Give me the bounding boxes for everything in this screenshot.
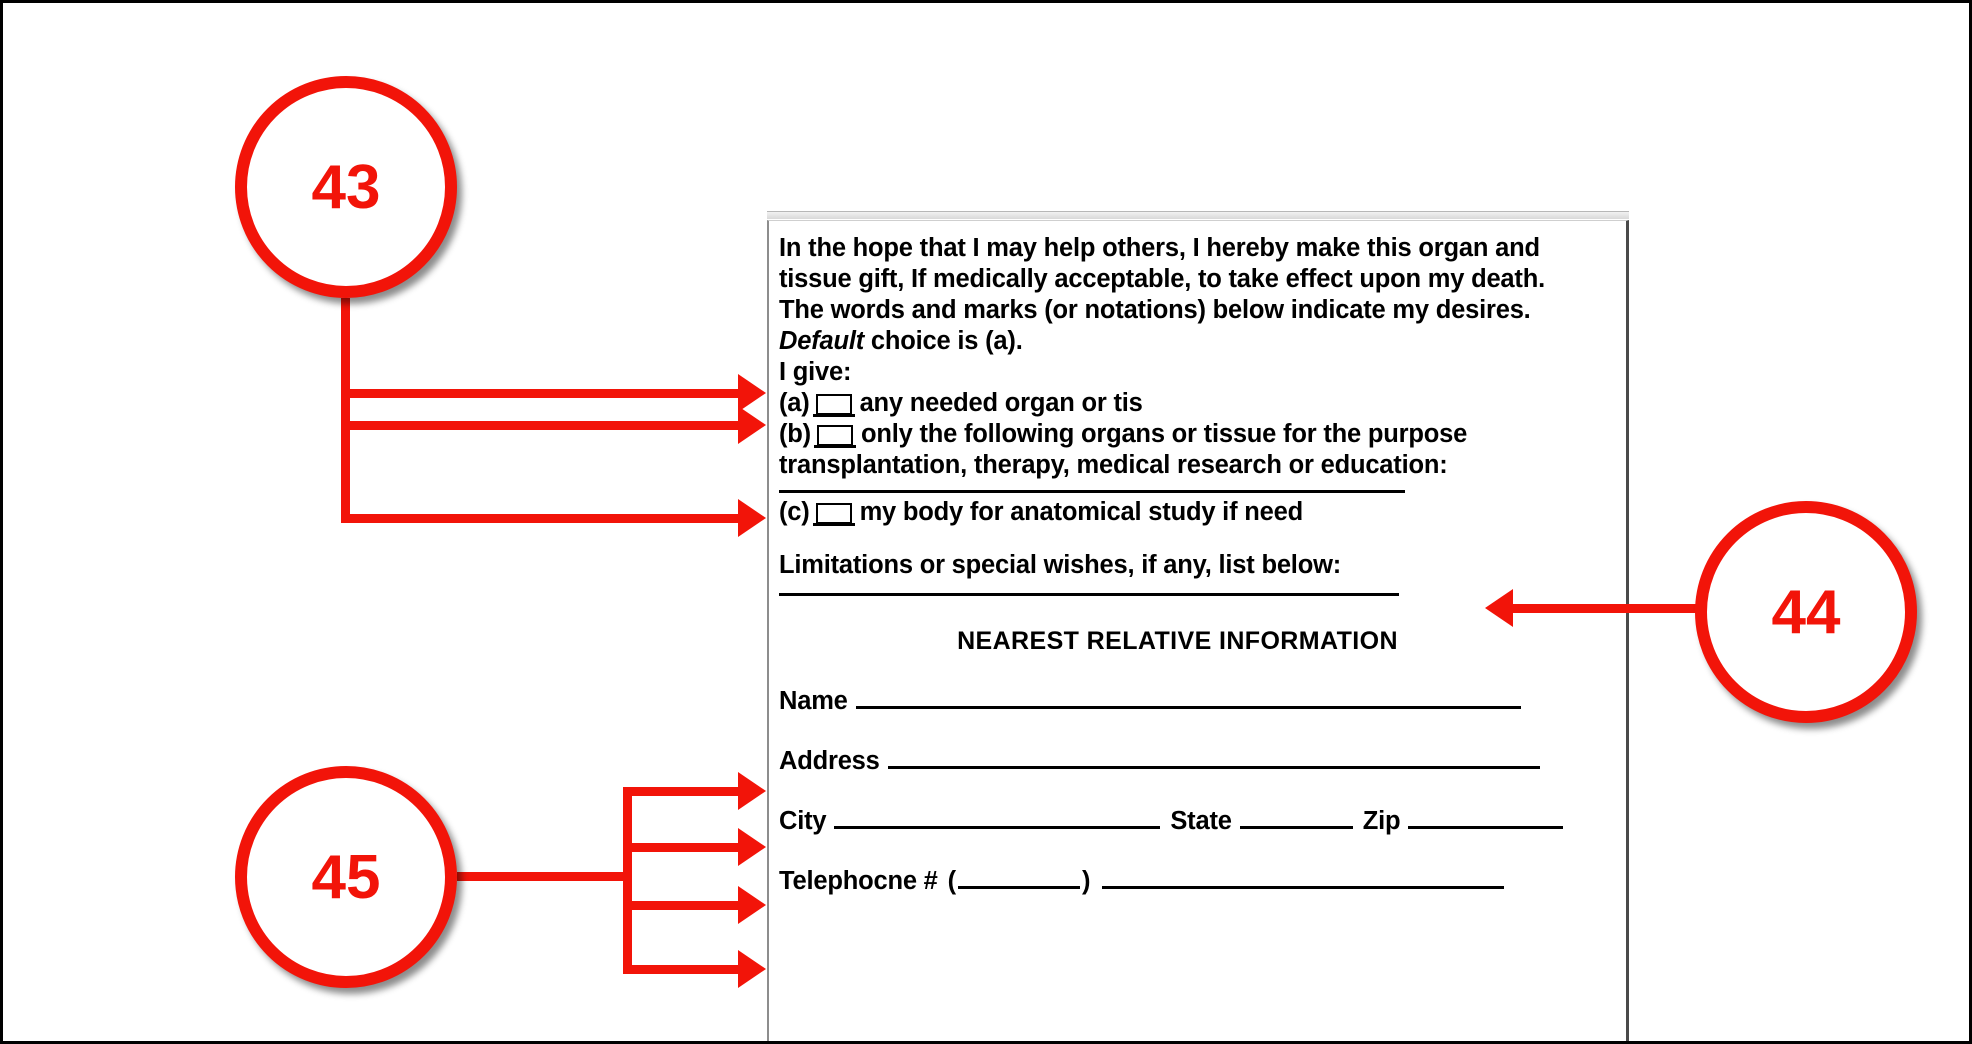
intro-line-1: In the hope that I may help others, I hereby make this organ and [779,234,1540,262]
city-input-line[interactable] [834,806,1160,829]
zip-input-line[interactable] [1408,806,1563,829]
option-c-text: my body for anatomical study if need [859,498,1303,526]
connector-44-line [1513,604,1703,613]
callout-marker-44[interactable] [1695,501,1917,723]
field-row-telephone [779,866,1614,897]
limitations-label: Limitations or special wishes, if any, list below: [779,551,1341,579]
arrowhead-45-telephone [738,950,766,988]
option-b-letter: (b) [779,420,811,448]
option-a-text: any needed organ or tis [859,389,1143,417]
connector-45-branch-name [623,787,745,796]
callout-44-label: 44 [1771,577,1841,647]
arrowhead-45-address [738,828,766,866]
telephone-paren-open: ( [947,867,956,895]
document-panel [767,211,1629,1044]
connector-45-bus [623,787,632,974]
zip-label: Zip [1362,807,1401,835]
document-frame [767,220,1629,1044]
field-row-name [779,686,1614,717]
checkbox-option-b[interactable] [817,425,853,448]
default-choice-line [779,326,1614,357]
arrowhead-44-limitations [1485,589,1513,627]
field-row-address [779,746,1614,777]
connector-45-branch-city [623,901,745,910]
connector-43-branch-c [341,514,745,523]
connector-45-stem [457,872,623,881]
connector-43-branch-a [341,389,745,398]
option-b-continuation: transplantation, therapy, medical research or education: [779,451,1448,479]
city-label: City [779,807,827,835]
default-choice-rest: choice is (a). [864,327,1023,355]
connector-45-branch-address [623,843,745,852]
telephone-areacode-line[interactable] [958,866,1080,889]
arrowhead-45-name [738,772,766,810]
option-c-letter: (c) [779,498,810,526]
arrowhead-43-option-b [738,406,766,444]
connector-43-trunk [341,298,350,523]
telephone-label: Telephocne # [779,867,938,895]
arrowhead-45-city [738,886,766,924]
option-row-b [779,419,1614,450]
section-title-nearest-relative: NEAREST RELATIVE INFORMATION [957,627,1398,655]
state-label: State [1170,807,1232,835]
organ-donor-form [779,233,1614,1044]
i-give-label: I give: [779,358,852,386]
field-row-city-state-zip [779,806,1614,837]
callout-marker-43[interactable] [235,76,457,298]
name-input-line[interactable] [856,686,1521,709]
connector-43-branch-b [341,421,745,430]
name-label: Name [779,687,848,715]
callout-marker-45[interactable] [235,766,457,988]
callout-43-label: 43 [311,152,381,222]
address-input-line[interactable] [888,746,1540,769]
intro-line-3: The words and marks (or notations) below indicate my desires. [779,296,1531,324]
telephone-paren-close: ) [1081,867,1091,895]
option-row-a [779,388,1614,419]
option-row-c [779,497,1614,528]
checkbox-option-a[interactable] [816,394,852,417]
spacer-after-options [779,528,1614,550]
organ-list-writeline[interactable] [779,490,1405,493]
telephone-number-line[interactable] [1102,866,1504,889]
callout-45-label: 45 [311,842,381,912]
intro-line-2: tissue gift, If medically acceptable, to take effect upon my death. [779,265,1545,293]
default-word: Default [779,327,865,355]
arrowhead-43-option-c [738,499,766,537]
connector-45-branch-telephone [623,965,745,974]
document-titlebar [767,211,1629,220]
limitations-writeline[interactable] [779,593,1399,596]
checkbox-option-c[interactable] [816,503,852,526]
address-label: Address [779,747,880,775]
option-a-letter: (a) [779,389,810,417]
state-input-line[interactable] [1240,806,1353,829]
option-b-text: only the following organs or tissue for the purpose [860,420,1468,448]
